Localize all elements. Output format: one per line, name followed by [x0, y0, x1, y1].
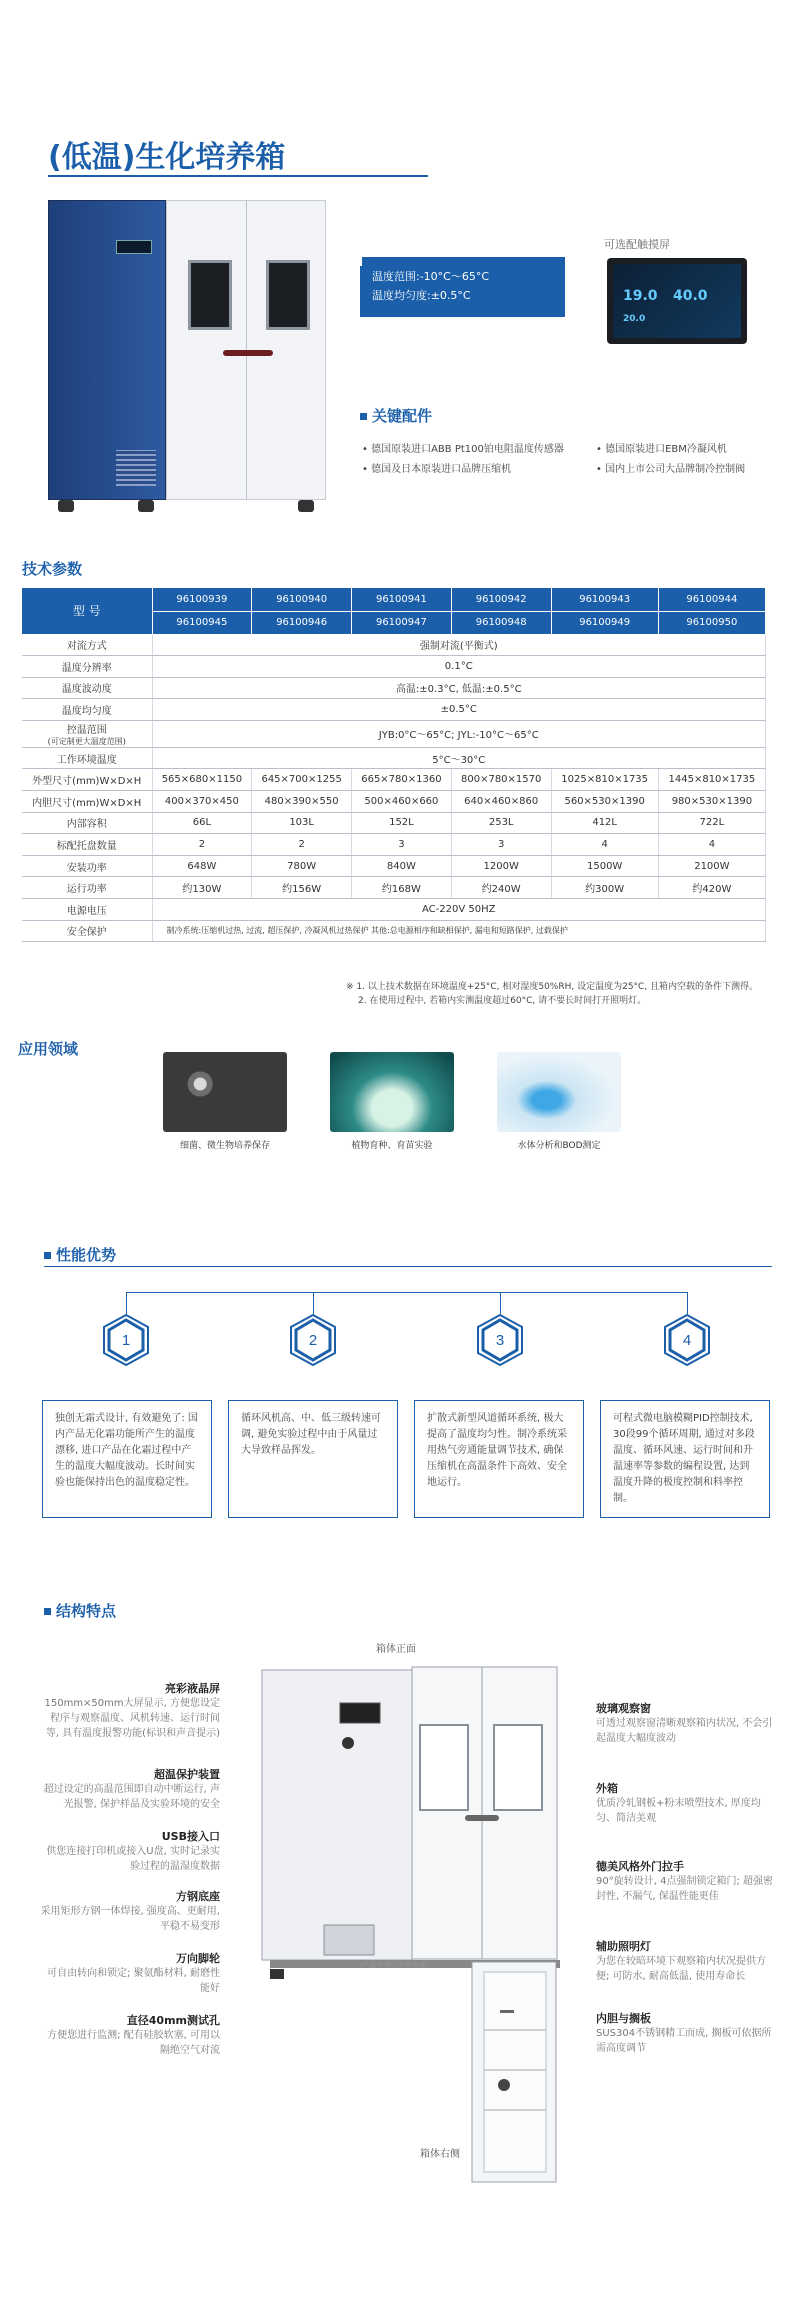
row-value: AC-220V 50HZ: [152, 899, 766, 921]
model-label: 型 号: [22, 588, 152, 634]
front-label: 箱体正面: [376, 1644, 416, 1655]
title-underline: [48, 175, 428, 177]
model-cell: 96100939: [152, 588, 252, 611]
row-cell: 840W: [352, 855, 452, 877]
row-value: JYB:0°C～65°C; JYL:-10°C～65°C: [152, 720, 766, 747]
touch-screen-image: [607, 258, 747, 344]
row-value: ±0.5°C: [152, 699, 766, 721]
table-row: [22, 656, 766, 678]
app-caption-2: 植物育种、育苗实验: [351, 1141, 433, 1151]
model-cell: 96100945: [152, 611, 252, 634]
row-cell: 103L: [252, 812, 352, 834]
row-cell: 648W: [152, 855, 252, 877]
number-hexagon: [103, 1314, 149, 1366]
row-value: 高温:±0.3°C, 低温:±0.5°C: [152, 677, 766, 699]
feature-desc: 可透过观察窗清晰观察箱内状况, 不会引起温度大幅度波动: [596, 1718, 773, 1744]
feature-title: 超温保护装置: [154, 1768, 220, 1781]
table-row: [22, 855, 766, 877]
svg-text:4: 4: [682, 1332, 692, 1349]
app-caption-1: 细菌、微生物培养保存: [179, 1141, 270, 1151]
feature-desc: 方便您进行监测; 配有硅胶软塞, 可用以隔绝空气对流: [47, 2030, 220, 2056]
screen-value-3: 20.0: [623, 314, 646, 324]
feature-title: 德美风格外门拉手: [596, 1860, 684, 1873]
model-cell: 96100948: [451, 611, 551, 634]
performance-underline: [44, 1266, 772, 1267]
feature-title: 辅助照明灯: [596, 1940, 651, 1953]
row-label: 内部容积: [22, 812, 152, 834]
table-row: [22, 677, 766, 699]
feature-desc: 超过设定的高温范围即自动中断运行, 声光报警, 保护样品及实验环境的安全: [43, 1784, 220, 1810]
spec-table: [22, 588, 766, 942]
side-label: 箱体右侧: [420, 2149, 460, 2160]
table-row: [22, 834, 766, 856]
screen-value-2: 40.0: [673, 288, 708, 304]
row-cell: 1445×810×1735: [658, 769, 765, 791]
page-title: (低温)生化培养箱: [48, 140, 286, 175]
row-value: 制冷系统:压缩机过热, 过流, 超压保护, 冷凝风机过热保护 其他:总电源相序和缺相保护, 漏电和短路保护, 过载保护: [152, 920, 766, 942]
model-cell: 96100949: [551, 611, 658, 634]
table-row: [22, 747, 766, 769]
svg-text:1: 1: [121, 1332, 131, 1349]
table-row: [22, 634, 766, 656]
row-cell: 722L: [658, 812, 765, 834]
row-label: 安装功率: [22, 855, 152, 877]
model-cell: 96100940: [252, 588, 352, 611]
row-label: 温度均匀度: [22, 699, 152, 721]
table-row: [22, 920, 766, 942]
row-cell: 约168W: [352, 877, 452, 899]
feature-title: 方钢底座: [176, 1890, 220, 1903]
row-cell: 1200W: [451, 855, 551, 877]
row-cell: 780W: [252, 855, 352, 877]
feature-title: 直径40mm测试孔: [126, 2014, 220, 2027]
side-view-diagram: [470, 1960, 560, 2190]
key-part-4: • 国内上市公司大品牌制冷控制阀: [596, 464, 746, 475]
performance-box: 扩散式新型风道循环系统, 极大提高了温度均匀性。制冷系统采用热气旁通能量调节技术, 确保压缩机在高温条件下高效、安全地运行。: [414, 1400, 584, 1518]
temp-range: 温度范围:-10°C～65°C: [372, 270, 490, 283]
feature-desc: 150mm×50mm大屏显示, 方便您设定程序与观察温度、风机转速、运行时间等, 具有温度报警功能(标识和声音提示): [44, 1698, 220, 1739]
row-value: 5°C～30°C: [152, 747, 766, 769]
row-label: 电源电压: [22, 899, 152, 921]
row-cell: 480×390×550: [252, 791, 352, 813]
bacteria-image: [163, 1052, 287, 1132]
performance-box: 循环风机高、中、低三级转速可调, 避免实验过程中由于风量过大导致样品挥发。: [228, 1400, 398, 1518]
row-cell: 980×530×1390: [658, 791, 765, 813]
row-cell: 3: [451, 834, 551, 856]
photo-note: (产品外观以实物为准): [360, 1961, 429, 1969]
row-value: 0.1°C: [152, 656, 766, 678]
connector-line: [126, 1292, 688, 1293]
row-label: 外型尺寸(mm)W×D×H: [22, 769, 152, 791]
application-heading: 应用领域: [18, 1040, 79, 1058]
feature-desc: SUS304不锈钢精工而成, 搁板可依据所需高度调节: [596, 2028, 772, 2054]
note-2: 2. 在使用过程中, 若箱内实测温度超过60°C, 请不要长时间打开照明灯。: [358, 996, 647, 1006]
seedling-image: [330, 1052, 454, 1132]
row-cell: 约420W: [658, 877, 765, 899]
screen-value-1: 19.0: [623, 288, 658, 304]
feature-desc: 可自由转向和锁定; 聚氨酯材料, 耐磨性能好: [47, 1968, 220, 1994]
key-parts-heading: 关键配件: [360, 405, 432, 426]
row-cell: 4: [551, 834, 658, 856]
row-cell: 400×370×450: [152, 791, 252, 813]
feature-title: 内胆与搁板: [596, 2012, 651, 2025]
feature-title: 亮彩液晶屏: [165, 1682, 220, 1695]
row-label: 内胆尺寸(mm)W×D×H: [22, 791, 152, 813]
structure-diagram: [250, 1655, 580, 1995]
performance-box: 独创无霜式设计, 有效避免了: 国内产品无化霜功能所产生的温度漂移, 进口产品在化霜过程中产生的温度大幅度波动。长时间实验也能保持出色的温度稳定性。: [42, 1400, 212, 1518]
feature-desc: 90°旋转设计, 4点强制锁定箱门; 超强密封性, 不漏气, 保温性能更佳: [596, 1876, 773, 1902]
model-cell: 96100944: [658, 588, 765, 611]
table-row: [22, 899, 766, 921]
product-image: [48, 200, 338, 520]
table-row: [22, 769, 766, 791]
svg-text:2: 2: [308, 1332, 318, 1349]
row-label: 温度波动度: [22, 677, 152, 699]
table-row: [22, 877, 766, 899]
table-row: [22, 812, 766, 834]
app-caption-3: 水体分析和BOD测定: [517, 1141, 601, 1151]
feature-desc: 采用矩形方钢一体焊接, 强度高、更耐用, 平稳不易变形: [40, 1906, 220, 1932]
feature-desc: 为您在较暗环境下观察箱内状况提供方便; 可防水, 耐高低温, 使用寿命长: [596, 1956, 766, 1982]
model-cell: 96100942: [451, 588, 551, 611]
row-cell: 640×460×860: [451, 791, 551, 813]
feature-title: 万向脚轮: [176, 1952, 220, 1965]
number-hexagon: [664, 1314, 710, 1366]
row-cell: 4: [658, 834, 765, 856]
key-part-3: • 德国及日本原装进口品牌压缩机: [362, 464, 512, 475]
svg-text:3: 3: [495, 1332, 505, 1349]
row-label: 控温范围 (可定制更大温度范围): [22, 720, 152, 747]
note-1: ※ 1. 以上技术数据在环境温度+25°C, 相对湿度50%RH, 设定温度为25°C, 且箱内空载的条件下测得。: [346, 982, 759, 992]
row-cell: 3: [352, 834, 452, 856]
number-hexagon: [477, 1314, 523, 1366]
key-part-1: • 德国原装进口ABB Pt100铂电阻温度传感器: [362, 444, 564, 455]
row-cell: 约300W: [551, 877, 658, 899]
row-cell: 1025×810×1735: [551, 769, 658, 791]
row-label: 对流方式: [22, 634, 152, 656]
performance-heading: 性能优势: [44, 1244, 116, 1265]
row-cell: 645×700×1255: [252, 769, 352, 791]
row-label: 温度分辨率: [22, 656, 152, 678]
row-cell: 800×780×1570: [451, 769, 551, 791]
row-cell: 665×780×1360: [352, 769, 452, 791]
row-cell: 152L: [352, 812, 452, 834]
row-cell: 2: [252, 834, 352, 856]
row-cell: 约156W: [252, 877, 352, 899]
row-cell: 2100W: [658, 855, 765, 877]
structure-heading: 结构特点: [44, 1600, 116, 1621]
model-cell: 96100941: [352, 588, 452, 611]
performance-box: 可程式微电脑模糊PID控制技术, 30段99个循环周期, 通过对多段温度、循环风速、运行时间和升温速率等参数的编程设置, 达到温度升降的极度控制和料率控制。: [600, 1400, 770, 1518]
row-cell: 565×680×1150: [152, 769, 252, 791]
row-label: 运行功率: [22, 877, 152, 899]
feature-title: USB接入口: [161, 1830, 220, 1843]
table-row: [22, 720, 766, 747]
touch-screen-label: 可选配触摸屏: [604, 238, 670, 251]
feature-title: 外箱: [596, 1782, 618, 1795]
model-cell: 96100947: [352, 611, 452, 634]
model-cell: 96100943: [551, 588, 658, 611]
row-label: 工作环境温度: [22, 747, 152, 769]
feature-desc: 优质冷轧钢板+粉末喷塑技术, 厚度均匀、简洁美观: [596, 1798, 761, 1824]
row-cell: 约130W: [152, 877, 252, 899]
row-label: 安全保护: [22, 920, 152, 942]
row-cell: 1500W: [551, 855, 658, 877]
number-hexagon: [290, 1314, 336, 1366]
tech-heading: 技术参数: [22, 560, 83, 578]
model-cell: 96100950: [658, 611, 765, 634]
temp-uniformity: 温度均匀度:±0.5°C: [372, 289, 471, 302]
row-cell: 253L: [451, 812, 551, 834]
row-value: 强制对流(平衡式): [152, 634, 766, 656]
table-row: [22, 791, 766, 813]
row-cell: 66L: [152, 812, 252, 834]
row-cell: 560×530×1390: [551, 791, 658, 813]
row-cell: 412L: [551, 812, 658, 834]
row-cell: 500×460×660: [352, 791, 452, 813]
water-analysis-image: [497, 1052, 621, 1132]
row-cell: 约240W: [451, 877, 551, 899]
model-cell: 96100946: [252, 611, 352, 634]
table-row: [22, 699, 766, 721]
feature-desc: 供您连接打印机或接入U盘, 实时记录实验过程的温湿度数据: [46, 1846, 220, 1872]
corner-decoration: [360, 250, 376, 266]
key-part-2: • 德国原装进口EBM冷凝风机: [596, 444, 727, 455]
row-label: 标配托盘数量: [22, 834, 152, 856]
row-cell: 2: [152, 834, 252, 856]
spec-highlight-box: [360, 257, 565, 317]
feature-title: 玻璃观察窗: [596, 1702, 651, 1715]
